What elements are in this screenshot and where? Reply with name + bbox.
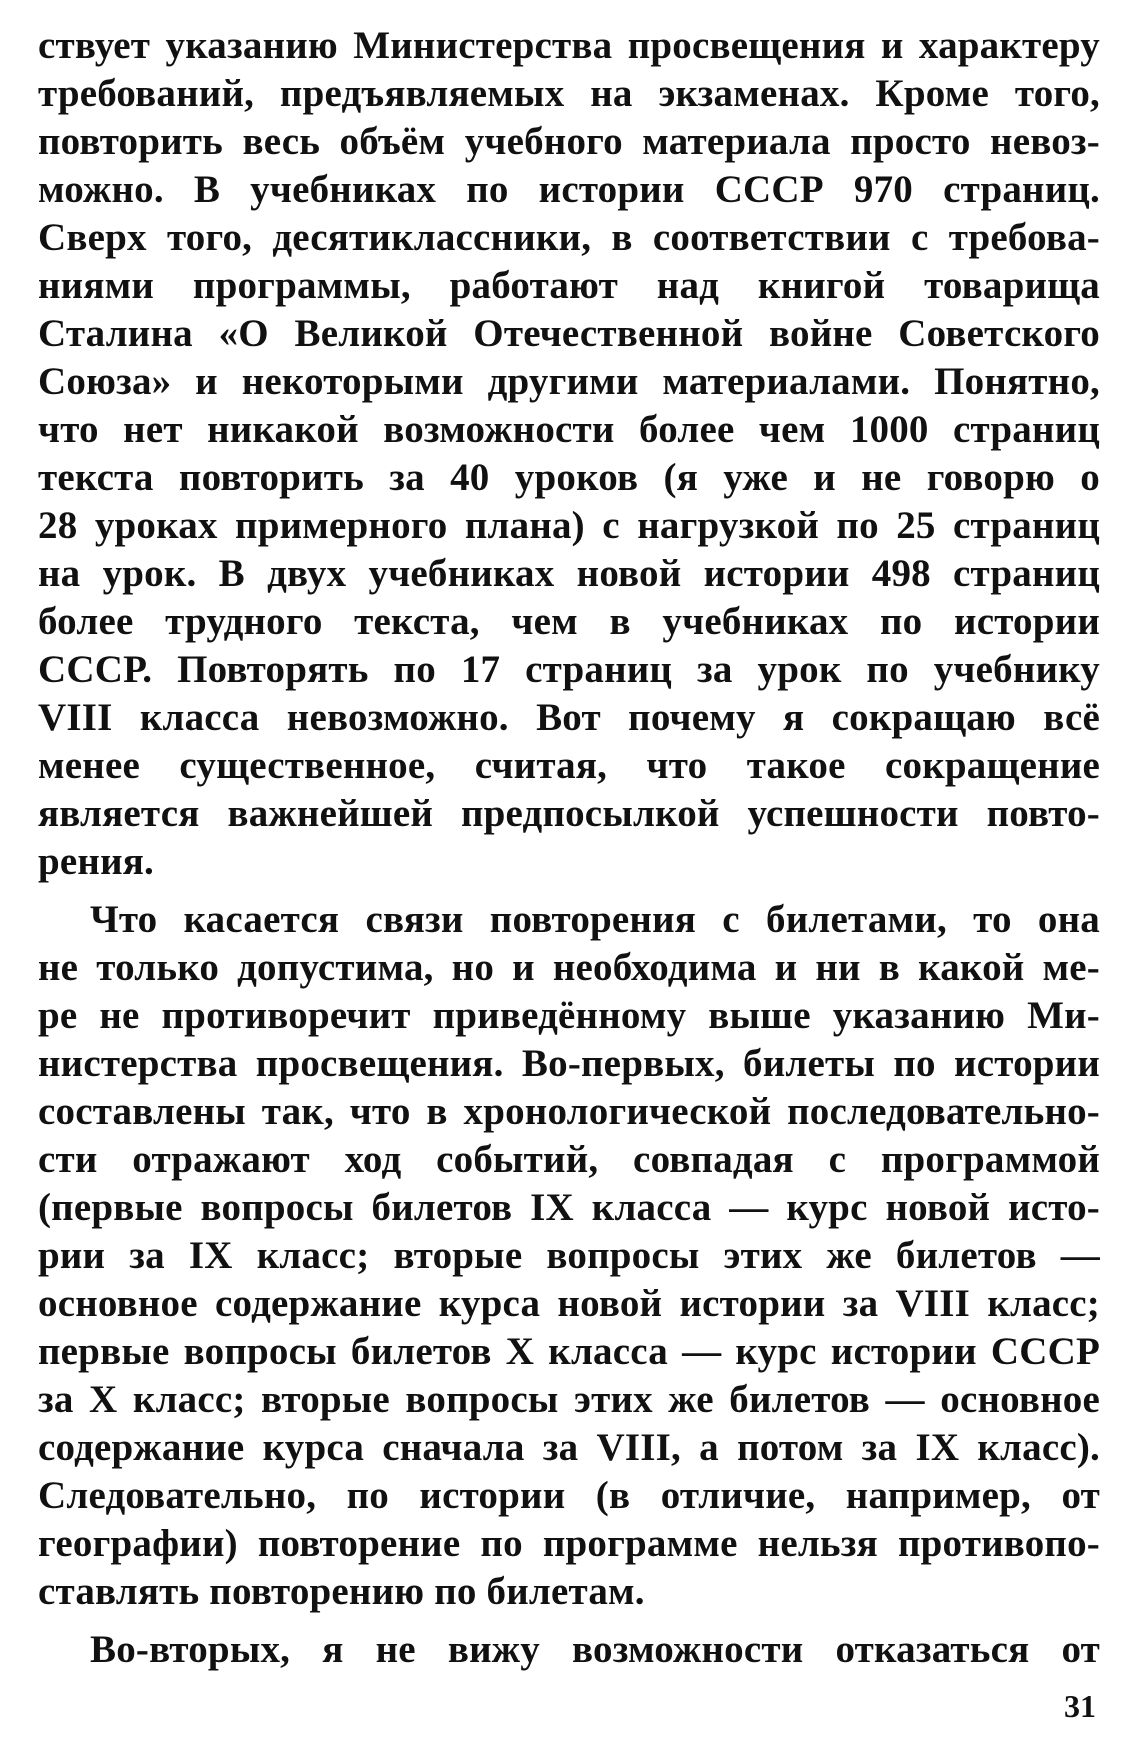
text-line: нистерства просвещения. Во-первых, билеты по истории — [38, 1042, 1100, 1085]
text-line: географии) повторение по программе нельзя противопо- — [38, 1522, 1100, 1565]
text-line: повторить весь объём учебного материала просто невоз- — [38, 120, 1100, 163]
text-line: ствует указанию Министерства просвещения и характеру — [38, 24, 1100, 67]
text-line: ставлять повторению по билетам. — [38, 1570, 645, 1613]
text-line: рии за IX класс; вторые вопросы этих же билетов — — [38, 1234, 1100, 1277]
text-line: требований, предъявляемых на экзаменах. Кроме того, — [38, 72, 1100, 115]
text-line: рения. — [38, 840, 154, 883]
text-line: 28 уроках примерного плана) с нагрузкой по 25 страниц — [38, 504, 1100, 547]
text-line: является важнейшей предпосылкой успешности повто- — [38, 792, 1100, 835]
text-line: ниями программы, работают над книгой товарища — [38, 264, 1100, 307]
text-line: Следовательно, по истории (в отличие, например, от — [38, 1474, 1100, 1517]
text-line: текста повторить за 40 уроков (я уже и не говорю о — [38, 456, 1100, 499]
page-number: 31 — [1064, 1688, 1096, 1724]
paragraph-start-line: Во-вторых, я не вижу возможности отказаться от — [90, 1628, 1100, 1671]
text-line: составлены так, что в хронологической последовательно- — [38, 1090, 1100, 1133]
text-line: Союза» и некоторыми другими материалами. Понятно, — [38, 360, 1100, 403]
text-line: не только допустима, но и необходима и ни в какой ме- — [38, 946, 1100, 989]
text-line: более трудного текста, чем в учебниках по истории — [38, 600, 1100, 643]
text-line: на урок. В двух учебниках новой истории 498 страниц — [38, 552, 1100, 595]
paragraph-start-line: Что касается связи повторения с билетами, то она — [90, 898, 1100, 941]
text-line: первые вопросы билетов X класса — курс истории СССР — [38, 1330, 1100, 1373]
text-line: менее существенное, считая, что такое сокращение — [38, 744, 1100, 787]
text-line: основное содержание курса новой истории за VIII класс; — [38, 1282, 1100, 1325]
text-line: Сталина «О Великой Отечественной войне Советского — [38, 312, 1100, 355]
text-line: за X класс; вторые вопросы этих же билетов — основное — [38, 1378, 1100, 1421]
text-line: Сверх того, десятиклассники, в соответствии с требова- — [38, 216, 1100, 259]
text-line: что нет никакой возможности более чем 1000 страниц — [38, 408, 1100, 451]
text-line: можно. В учебниках по истории СССР 970 страниц. — [38, 168, 1100, 211]
text-line: VIII класса невозможно. Вот почему я сокращаю всё — [38, 696, 1100, 739]
text-line: СССР. Повторять по 17 страниц за урок по учебнику — [38, 648, 1100, 691]
text-line: сти отражают ход событий, совпадая с программой — [38, 1138, 1100, 1181]
text-line: содержание курса сначала за VIII, а потом за IX класс). — [38, 1426, 1100, 1469]
text-line: (первые вопросы билетов IX класса — курс новой исто- — [38, 1186, 1100, 1229]
text-line: ре не противоречит приведённому выше указанию Ми- — [38, 994, 1100, 1037]
